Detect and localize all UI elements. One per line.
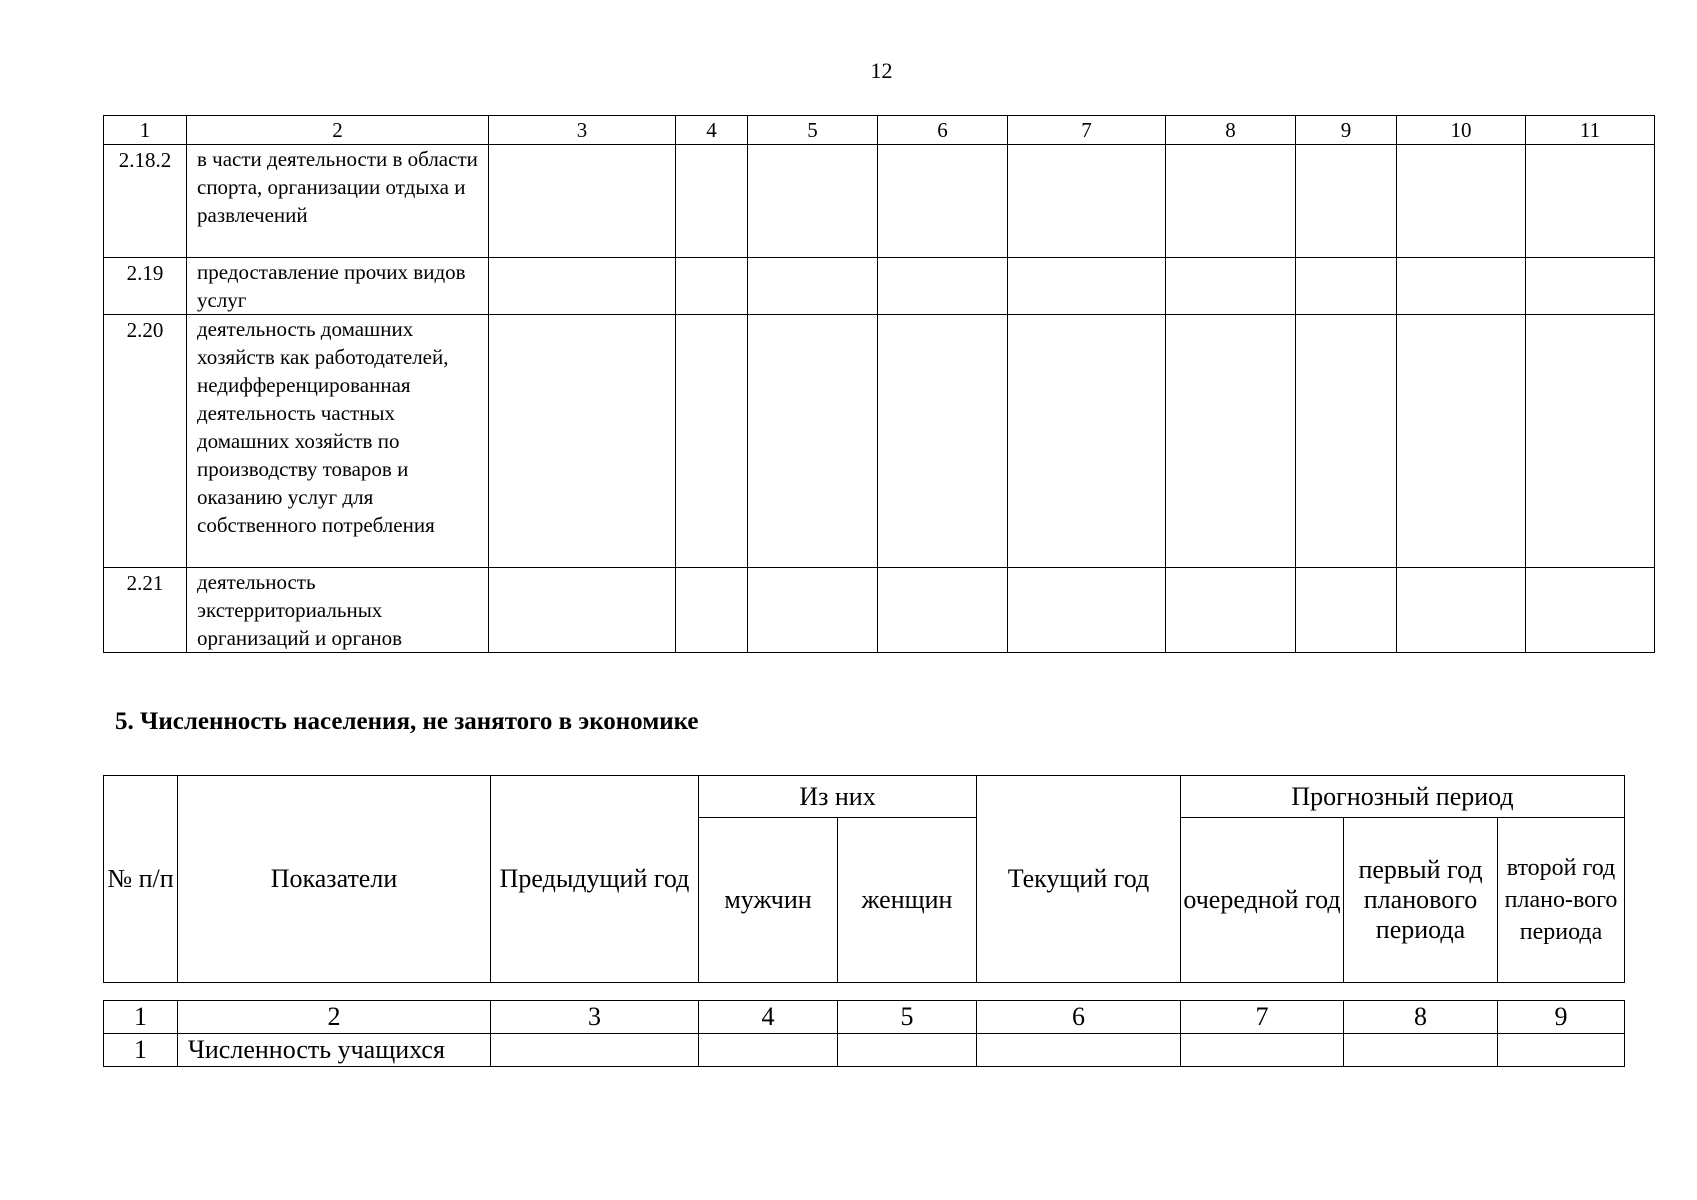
column-number: 10 [1397,116,1526,145]
row-name: деятельность домашних хозяйств как работодателей, недифференцированная деятельность частных домашних хозяйств по производству товаров и оказанию услуг для собственного потребления [187,315,489,568]
value-cell [1296,258,1397,315]
value-cell [748,315,878,568]
value-cell [676,258,748,315]
unemployed-population-data-table [103,1000,1625,1067]
employment-by-activity-table [103,115,1655,653]
value-cell [1296,568,1397,653]
value-cell [1498,1034,1625,1067]
header-current-year: Текущий год [977,776,1181,983]
column-number: 7 [1008,116,1166,145]
table-row [104,1034,1625,1067]
header-indicators: Показатели [178,776,491,983]
value-cell [676,568,748,653]
value-cell [491,1034,699,1067]
row-name: в части деятельности в области спорта, организации отдыха и развлечений [187,145,489,258]
value-cell [489,258,676,315]
value-cell [748,568,878,653]
value-cell [1526,315,1655,568]
row-name: деятельность экстерриториальных организаций и органов [187,568,489,653]
column-number: 1 [104,1001,178,1034]
column-number: 4 [676,116,748,145]
value-cell [1526,258,1655,315]
value-cell [1526,568,1655,653]
header-previous-year: Предыдущий год [491,776,699,983]
row-number: 2.21 [104,568,187,653]
header-num: № п/п [104,776,178,983]
value-cell [676,145,748,258]
column-number-row [104,116,1655,145]
value-cell [1296,315,1397,568]
value-cell [878,258,1008,315]
table-row [104,568,1655,653]
value-cell [1166,315,1296,568]
value-cell [977,1034,1181,1067]
value-cell [878,568,1008,653]
value-cell [838,1034,977,1067]
row-name: предоставление прочих видов услуг [187,258,489,315]
value-cell [699,1034,838,1067]
value-cell [1397,258,1526,315]
value-cell [1166,258,1296,315]
value-cell [489,145,676,258]
value-cell [878,145,1008,258]
column-number: 11 [1526,116,1655,145]
value-cell [1008,315,1166,568]
value-cell [1181,1034,1344,1067]
column-number: 8 [1166,116,1296,145]
header-forecast-period: Прогнозный период [1181,776,1625,818]
value-cell [489,568,676,653]
value-cell [1397,145,1526,258]
table-row [104,258,1655,315]
column-number: 8 [1344,1001,1498,1034]
header-of-them: Из них [699,776,977,818]
column-number: 5 [748,116,878,145]
row-number: 2.19 [104,258,187,315]
page-number: 12 [870,58,893,83]
column-number: 9 [1296,116,1397,145]
header-men: мужчин [699,818,838,983]
column-number: 2 [187,116,489,145]
column-number: 4 [699,1001,838,1034]
column-number: 6 [977,1001,1181,1034]
value-cell [748,258,878,315]
column-number: 2 [178,1001,491,1034]
value-cell [1344,1034,1498,1067]
unemployed-population-header-table [103,775,1625,983]
column-number: 9 [1498,1001,1625,1034]
header-women: женщин [838,818,977,983]
value-cell [748,145,878,258]
value-cell [1008,258,1166,315]
table-row [104,315,1655,568]
value-cell [1166,568,1296,653]
column-number: 3 [491,1001,699,1034]
table-row [104,145,1655,258]
header-second-plan-year: второй год плано-вого периода [1498,818,1625,983]
row-number: 2.20 [104,315,187,568]
value-cell [676,315,748,568]
column-number: 3 [489,116,676,145]
value-cell [1397,315,1526,568]
value-cell [1166,145,1296,258]
row-name: Численность учащихся [178,1034,491,1067]
value-cell [1397,568,1526,653]
header-first-plan-year: первый год планового периода [1344,818,1498,983]
column-number: 5 [838,1001,977,1034]
value-cell [1008,568,1166,653]
column-number: 6 [878,116,1008,145]
row-number: 2.18.2 [104,145,187,258]
column-number-row [104,1001,1625,1034]
row-number: 1 [104,1034,178,1067]
header-next-year: очередной год [1181,818,1344,983]
value-cell [1008,145,1166,258]
column-number: 7 [1181,1001,1344,1034]
value-cell [1296,145,1397,258]
value-cell [489,315,676,568]
section-title: 5. Численность населения, не занятого в экономике [115,708,699,735]
column-number: 1 [104,116,187,145]
value-cell [1526,145,1655,258]
value-cell [878,315,1008,568]
